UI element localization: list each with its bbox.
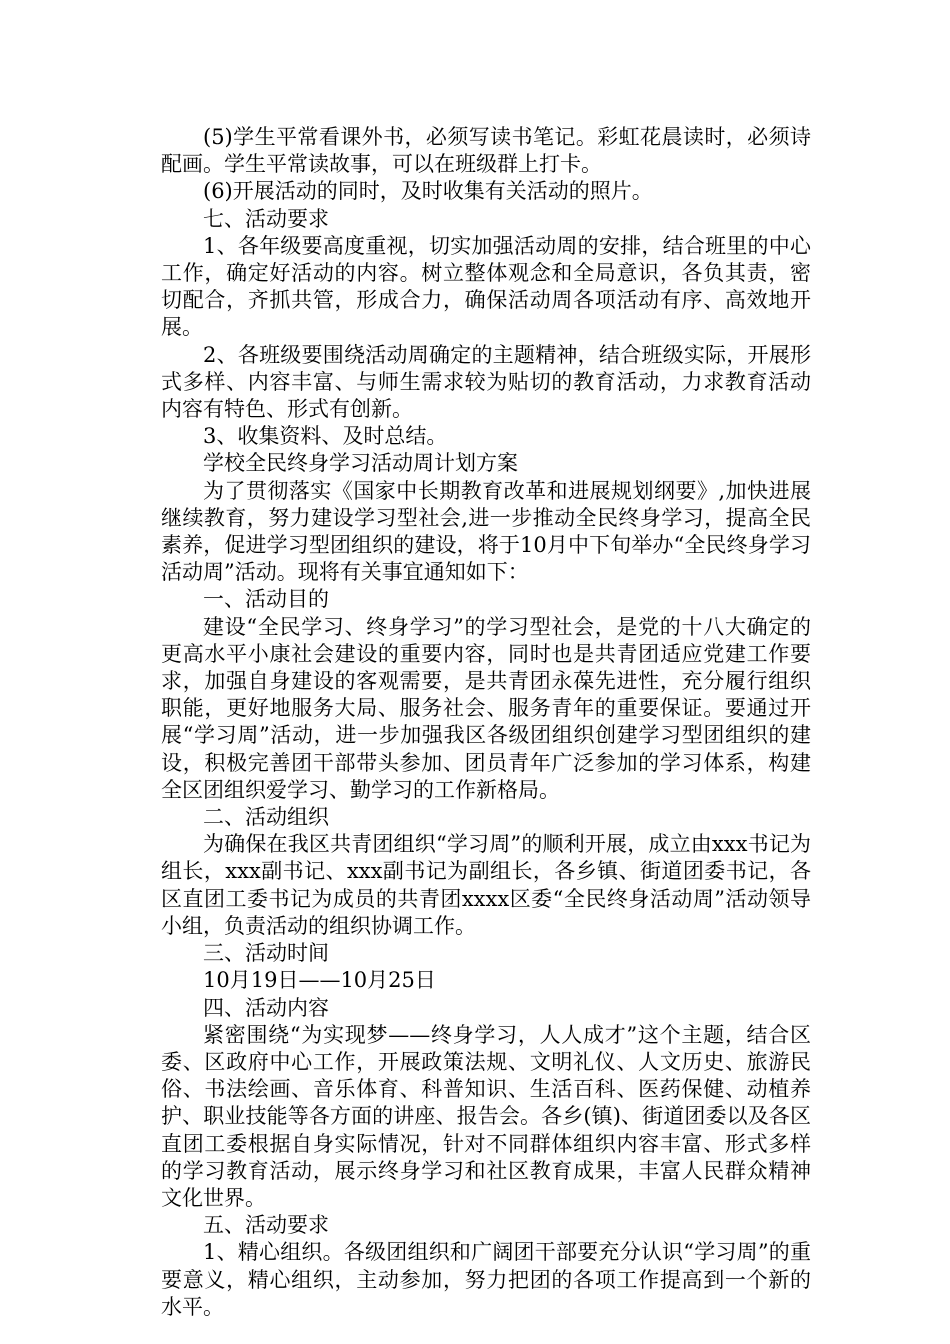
paragraph-purpose: 建设“全民学习、终身学习”的学习型社会，是党的十八大确定的更高水平小康社会建设的重要内容，同时也是共青团适应党建工作要求，加强自身建设的客观需要，是共青团永葆先进性，充分履行组织职能，更好地服务大局、服务社会、服务青年的重要保证。要通过开展“学习周”活动，进一步加强我区各级团组织创建学习型团组织的建设，积极完善团干部带头参加、团员青年广泛参加的学习体系，构建全区团组织爱学习、勤学习的工作新格局。 [161, 614, 811, 802]
heading-activity-content: 四、活动内容 [203, 995, 329, 1020]
heading-activity-requirements-7: 七、活动要求 [203, 206, 329, 231]
paragraph-requirement-2: 2、各班级要围绕活动周确定的主题精神，结合班级实际，开展形式多样、内容丰富、与师生需求较为贴切的教育活动，力求教育活动内容有特色、形式有创新。 [161, 342, 811, 422]
document-body [161, 124, 811, 1321]
heading-activity-requirements-5: 五、活动要求 [203, 1213, 329, 1238]
section-title: 学校全民终身学习活动周计划方案 [203, 451, 518, 476]
paragraph-reading-notes: (5)学生平常看课外书，必须写读书笔记。彩虹花晨读时，必须诗配画。学生平常读故事，可以在班级群上打卡。 [161, 125, 811, 177]
paragraph-requirement-3: 3、收集资料、及时总结。 [203, 424, 448, 449]
paragraph-content: 紧密围绕“为实现梦——终身学习，人人成才”这个主题，结合区委、区政府中心工作，开展政策法规、文明礼仪、人文历史、旅游民俗、书法绘画、音乐体育、科普知识、生活百科、医药保健、动植养护、职业技能等各方面的讲座、报告会。各乡(镇)、街道团委以及各区直团工委根据自身实际情况，针对不同群体组织内容丰富、形式多样的学习教育活动，展示终身学习和社区教育成果，丰富人民群众精神文化世界。 [161, 1022, 811, 1210]
paragraph-time: 10月19日——10月25日 [203, 968, 436, 993]
paragraph-intro: 为了贯彻落实《国家中长期教育改革和进展规划纲要》,加快进展继续教育，努力建设学习型社会,进一步推动全民终身学习，提高全民素养，促进学习型团组织的建设，将于10月中下旬举办“全民终身学习活动周”活动。现将有关事宜通知如下： [161, 478, 811, 585]
paragraph-collect-photos: (6)开展活动的同时，及时收集有关活动的照片。 [203, 179, 653, 204]
heading-activity-organization: 二、活动组织 [203, 805, 329, 830]
paragraph-careful-organization: 1、精心组织。各级团组织和广阔团干部要充分认识“学习周”的重要意义，精心组织，主动参加，努力把团的各项工作提高到一个新的水平。 [161, 1240, 811, 1319]
paragraph-organization: 为确保在我区共青团组织“学习周”的顺利开展，成立由xxx书记为组长，xxx副书记、xxx副书记为副组长，各乡镇、街道团委书记，各区直团工委书记为成员的共青团xxxx区委“全民终身活动周”活动领导小组，负责活动的组织协调工作。 [161, 832, 811, 938]
paragraph-requirement-1: 1、各年级要高度重视，切实加强活动周的安排，结合班里的中心工作，确定好活动的内容。树立整体观念和全局意识，各负其责，密切配合，齐抓共管，形成合力，确保活动周各项活动有序、高效地开展。 [161, 233, 811, 340]
heading-activity-time: 三、活动时间 [203, 941, 329, 966]
heading-activity-purpose: 一、活动目的 [203, 587, 329, 612]
